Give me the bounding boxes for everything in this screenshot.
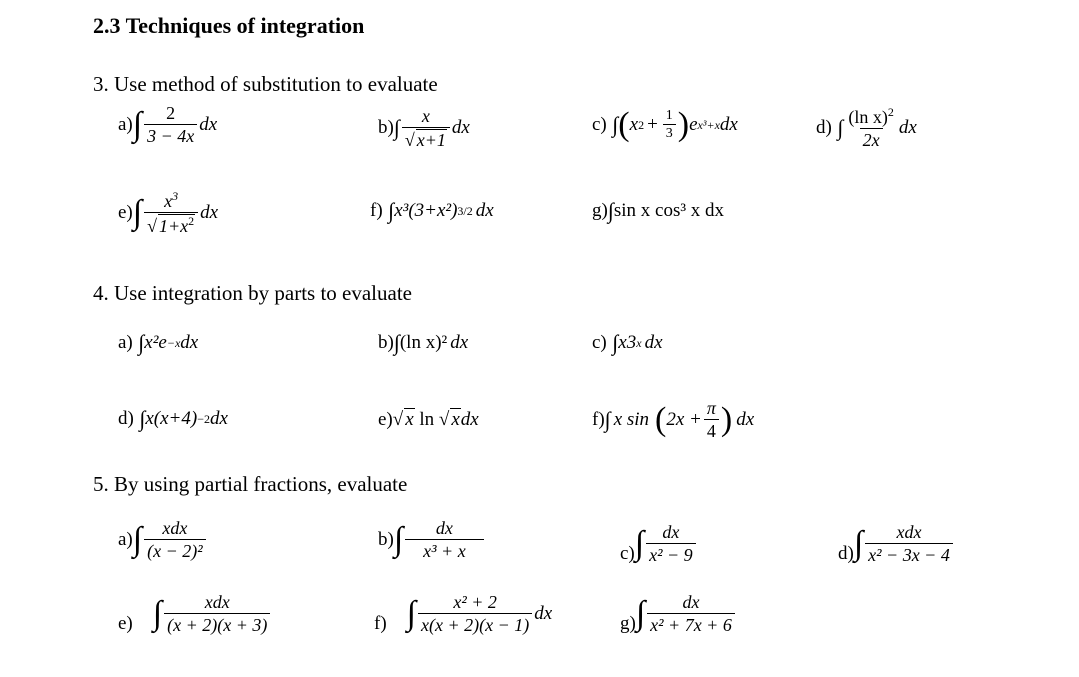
integral-sign: ∫: [606, 330, 619, 355]
problem-5f: f) ∫ $\frac{\text{x² + 2}}{x(x + 2)(x - 1)}$ dx: [374, 592, 553, 635]
fraction: $\frac{\text{x² + 2}}{x(x + 2)(x - 1)}$: [418, 592, 532, 635]
integral-sign: ∫: [393, 330, 400, 355]
fraction: $\frac{x^3}{√ 1+x^2}$: [144, 190, 198, 236]
integral-sign: ∫: [393, 115, 400, 141]
fraction: $\frac{\text{xdx}}{\text{(x − 2)²}}$: [144, 518, 206, 561]
problem-5c: c) ∫ $\frac{dx}{\text{x² − 9}}$: [620, 522, 698, 565]
fraction: $\frac{dx}{\text{x³ + x}}$: [405, 518, 484, 561]
fraction: $\frac{dx}{\text{x² − 9}}$: [646, 522, 696, 565]
integral-sign: ∫: [152, 594, 163, 632]
problem-3a: a) ∫ $\frac{2}{3 - 4x}$ dx: [118, 103, 218, 146]
problem-5d: d) ∫ $\frac{\text{xdx}}{\text{x² − 3x − 4}}$: [838, 522, 955, 565]
integral-sign: ∫: [393, 520, 404, 558]
problem-4d: d) ∫ x(x+4) −2 dx: [118, 406, 228, 431]
fraction: $\frac{\text{xdx}}{\text{x² − 3x − 4}}$: [865, 522, 953, 565]
section-3-heading: 3. Use method of substitution to evaluate: [93, 72, 438, 96]
integral-sign: ∫: [634, 524, 645, 562]
problem-3g: g) ∫ sin x cos³ x dx: [592, 198, 725, 223]
fraction: $\frac{dx}{\text{x² + 7x + 6}}$: [647, 592, 735, 635]
fraction: $\frac{\text{xdx}}{(x + 2)(x + 3)}$: [164, 592, 270, 635]
problem-3f: f) ∫ x³(3+x²) 3/2 dx: [370, 198, 494, 223]
problem-4e: e) √ x ln √ x dx: [378, 408, 479, 430]
problem-3d: d) ∫ $\frac{(\ln x)^2}{2x}$ dx: [816, 105, 917, 150]
problem-4f: f) ∫ x sin ( 2x + $\frac{\pi}{4}$ ) dx: [592, 398, 755, 441]
integral-sign: ∫: [382, 198, 395, 223]
integral-sign: ∫: [133, 406, 146, 431]
problem-4b: b) ∫ (ln x)² dx: [378, 330, 469, 355]
fraction: $\frac{1}{3}$: [663, 108, 676, 142]
integral-sign: ∫: [853, 524, 864, 562]
fraction: $\frac{x}{√ x+1}$: [402, 106, 450, 150]
problem-3e: e) ∫ $\frac{x^3}{√ 1+x^2}$ dx: [118, 189, 219, 236]
fraction: $\frac{\pi}{4}$: [704, 398, 719, 441]
section-4-heading: 4. Use integration by parts to evaluate: [93, 281, 412, 305]
problem-4c: c) ∫ x3 x dx: [592, 330, 663, 355]
integral-sign: ∫: [607, 198, 614, 223]
problem-3b: b) ∫ $\frac{x}{√ x+1}$ dx: [378, 106, 470, 150]
fraction: $\frac{(\ln x)^2}{2x}$: [848, 105, 894, 150]
problem-3c: c) ∫ ( x 2 + $\frac{1}{3}$ ) e x³+x dx: [592, 106, 738, 144]
page-title: 2.3 Techniques of integration: [93, 13, 365, 38]
integral-sign: ∫: [635, 594, 646, 632]
problem-5e: e) ∫ $\frac{\text{xdx}}{(x + 2)(x + 3)}$: [118, 592, 272, 635]
integral-sign: ∫: [132, 330, 145, 355]
integral-sign: ∫: [606, 112, 619, 138]
integral-sign: ∫: [604, 406, 611, 432]
section-5-heading: 5. By using partial fractions, evaluate: [93, 472, 408, 496]
fraction: $\frac{2}{3 - 4x}$: [144, 103, 197, 146]
integral-sign: ∫: [831, 115, 844, 141]
problem-5b: b) ∫ $\frac{dx}{\text{x³ + x}}$: [378, 518, 486, 561]
integral-sign: ∫: [132, 194, 143, 232]
problem-4a: a) ∫ x²e −x dx: [118, 330, 199, 355]
integral-sign: ∫: [406, 594, 416, 632]
integral-sign: ∫: [132, 520, 143, 558]
problem-5g: g) ∫ $\frac{dx}{\text{x² + 7x + 6}}$: [620, 592, 737, 635]
problem-5a: a) ∫ $\frac{\text{xdx}}{\text{(x − 2)²}}$: [118, 518, 208, 561]
integral-sign: ∫: [132, 105, 143, 143]
label: a): [118, 113, 133, 135]
